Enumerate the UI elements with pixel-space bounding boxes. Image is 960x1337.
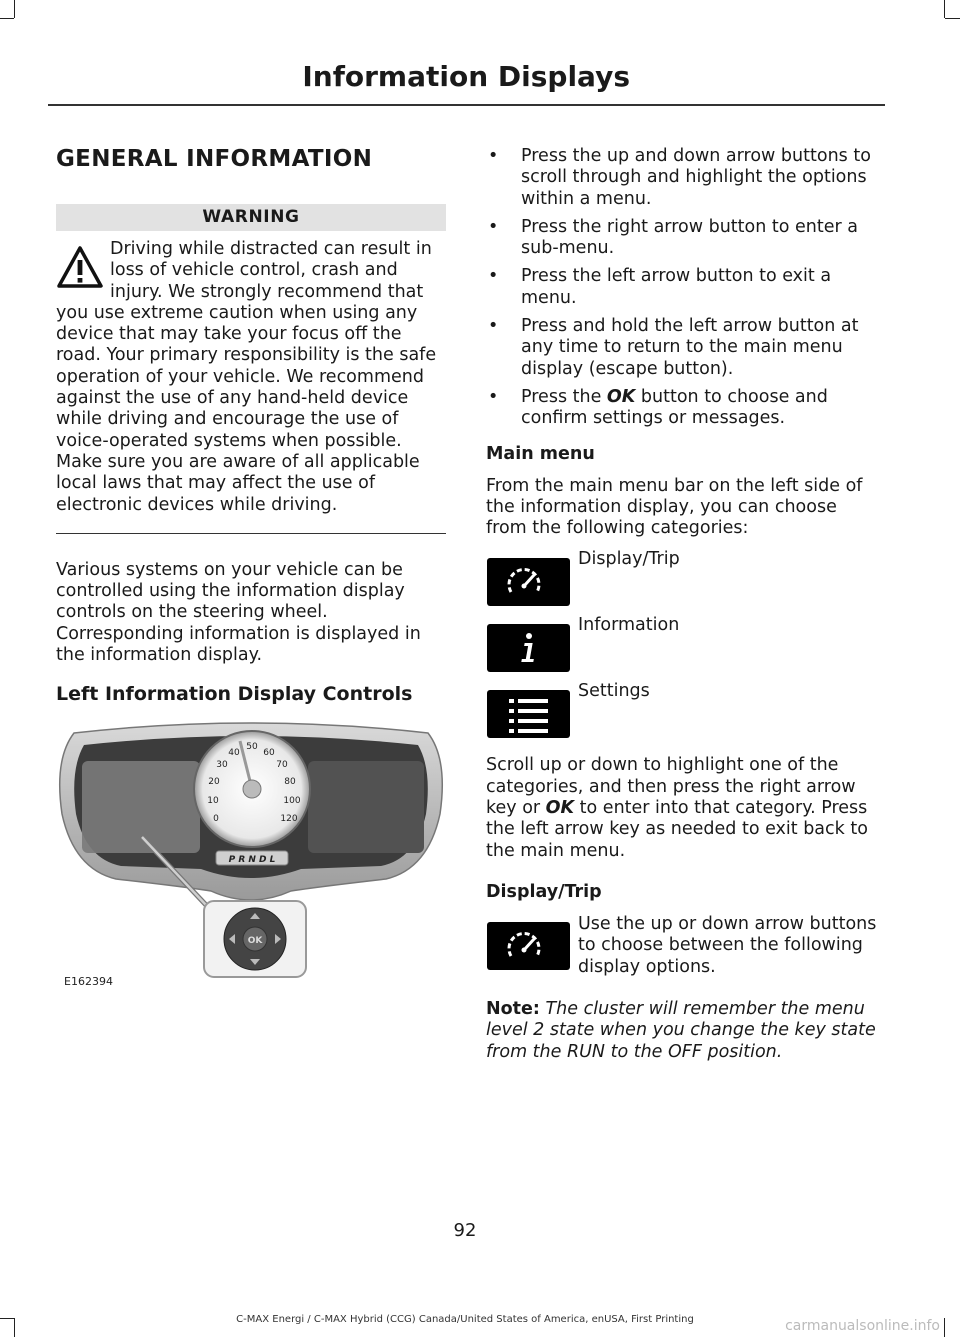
intro-paragraph: Various systems on your vehicle can be controlled using the information display controls on the steering wheel. Corresponding information is displayed in the information display.: [56, 559, 421, 666]
svg-text:120: 120: [280, 814, 298, 825]
list-item: • Press the right arrow button to enter a sub-menu.: [488, 216, 858, 259]
warning-label: WARNING: [56, 204, 446, 231]
svg-text:100: 100: [283, 796, 301, 807]
watermark: carmanualsonline.info: [785, 1318, 940, 1334]
header-divider: [48, 104, 885, 106]
list-item: • Press the up and down arrow buttons to scroll through and highlight the options within a menu.: [488, 146, 871, 209]
gear-indicator-label: P R N D L: [228, 855, 276, 866]
note-label: Note:: [486, 998, 540, 1019]
note: [486, 999, 881, 1063]
scroll-instructions: Scroll up or down to highlight one of the categories, and then press the right arrow key or OK to enter into that category. Press the left arrow key as needed to exit back to the main menu.: [486, 755, 868, 861]
warning-text: Driving while distracted can result in loss of vehicle control, crash and injury. We strongly recommend that you use extreme caution when using any device that may take your focus off the road. Your primary responsibility is the safe operation of your vehicle. We recommend against the use of any hand-held device while driving and encourage the use of voice-operated systems when possible. Make sure you are aware of all applicable local laws that may affect the use of electronic devices while driving.: [56, 239, 437, 515]
svg-text:70: 70: [276, 760, 288, 771]
svg-text:40: 40: [228, 748, 240, 759]
list-item: • Press and hold the left arrow button at any time to return to the main menu display (escape button).: [488, 316, 859, 379]
menu-label: Settings: [578, 681, 650, 702]
menu-item-information: [486, 615, 881, 681]
figure-id: E162394: [64, 975, 113, 989]
warning-box: [56, 239, 446, 516]
crop-mark: [0, 18, 14, 19]
subsection-heading: Left Information Display Controls: [56, 683, 413, 706]
svg-text:20: 20: [208, 777, 220, 788]
list-item: • Press the OK button to choose and confirm settings or messages.: [488, 386, 828, 429]
list-icon: [487, 690, 570, 738]
info-icon: [487, 624, 570, 672]
display-trip-block: [486, 914, 881, 989]
footer-text: C-MAX Energi / C-MAX Hybrid (CCG) Canada/United States of America, enUSA, First Printing: [236, 1314, 694, 1325]
main-menu-intro: From the main menu bar on the left side of the information display, you can choose from the following categories:: [486, 475, 863, 539]
svg-text:80: 80: [284, 777, 296, 788]
menu-label: Display/Trip: [578, 549, 680, 570]
warning-divider: [56, 533, 446, 534]
svg-text:50: 50: [246, 742, 258, 753]
instrument-cluster-drawing: [56, 719, 446, 1004]
list-item: • Press the left arrow button to exit a menu.: [488, 266, 832, 308]
svg-text:10: 10: [207, 796, 219, 807]
main-menu-heading: Main menu: [486, 443, 595, 464]
right-column: [486, 146, 881, 1063]
bullet-list: [486, 146, 881, 430]
menu-label: Information: [578, 615, 680, 636]
page-number: 92: [453, 1220, 477, 1241]
svg-text:0: 0: [213, 814, 219, 825]
crop-mark: [944, 0, 945, 18]
left-column: [56, 146, 446, 1004]
ok-button-label: OK: [247, 936, 263, 947]
display-trip-heading: Display/Trip: [486, 881, 602, 902]
gauge-icon: [487, 922, 570, 970]
menu-item-display-trip: [486, 549, 881, 615]
section-heading: GENERAL INFORMATION: [56, 146, 373, 172]
gauge-icon: [487, 558, 570, 606]
note-text: The cluster will remember the menu level 2 state when you change the key state from the RUN to the OFF position.: [486, 998, 876, 1062]
svg-text:30: 30: [216, 760, 228, 771]
page-title: Information Displays: [302, 60, 630, 93]
crop-mark: [14, 0, 15, 18]
display-trip-text: Use the up or down arrow buttons to choose between the following display options.: [578, 913, 877, 977]
svg-text:60: 60: [263, 748, 275, 759]
menu-item-settings: [486, 681, 881, 747]
cluster-illustration: [56, 719, 446, 1004]
crop-mark: [945, 18, 960, 19]
crop-mark: [944, 1318, 945, 1337]
warning-triangle-icon: [56, 245, 104, 289]
